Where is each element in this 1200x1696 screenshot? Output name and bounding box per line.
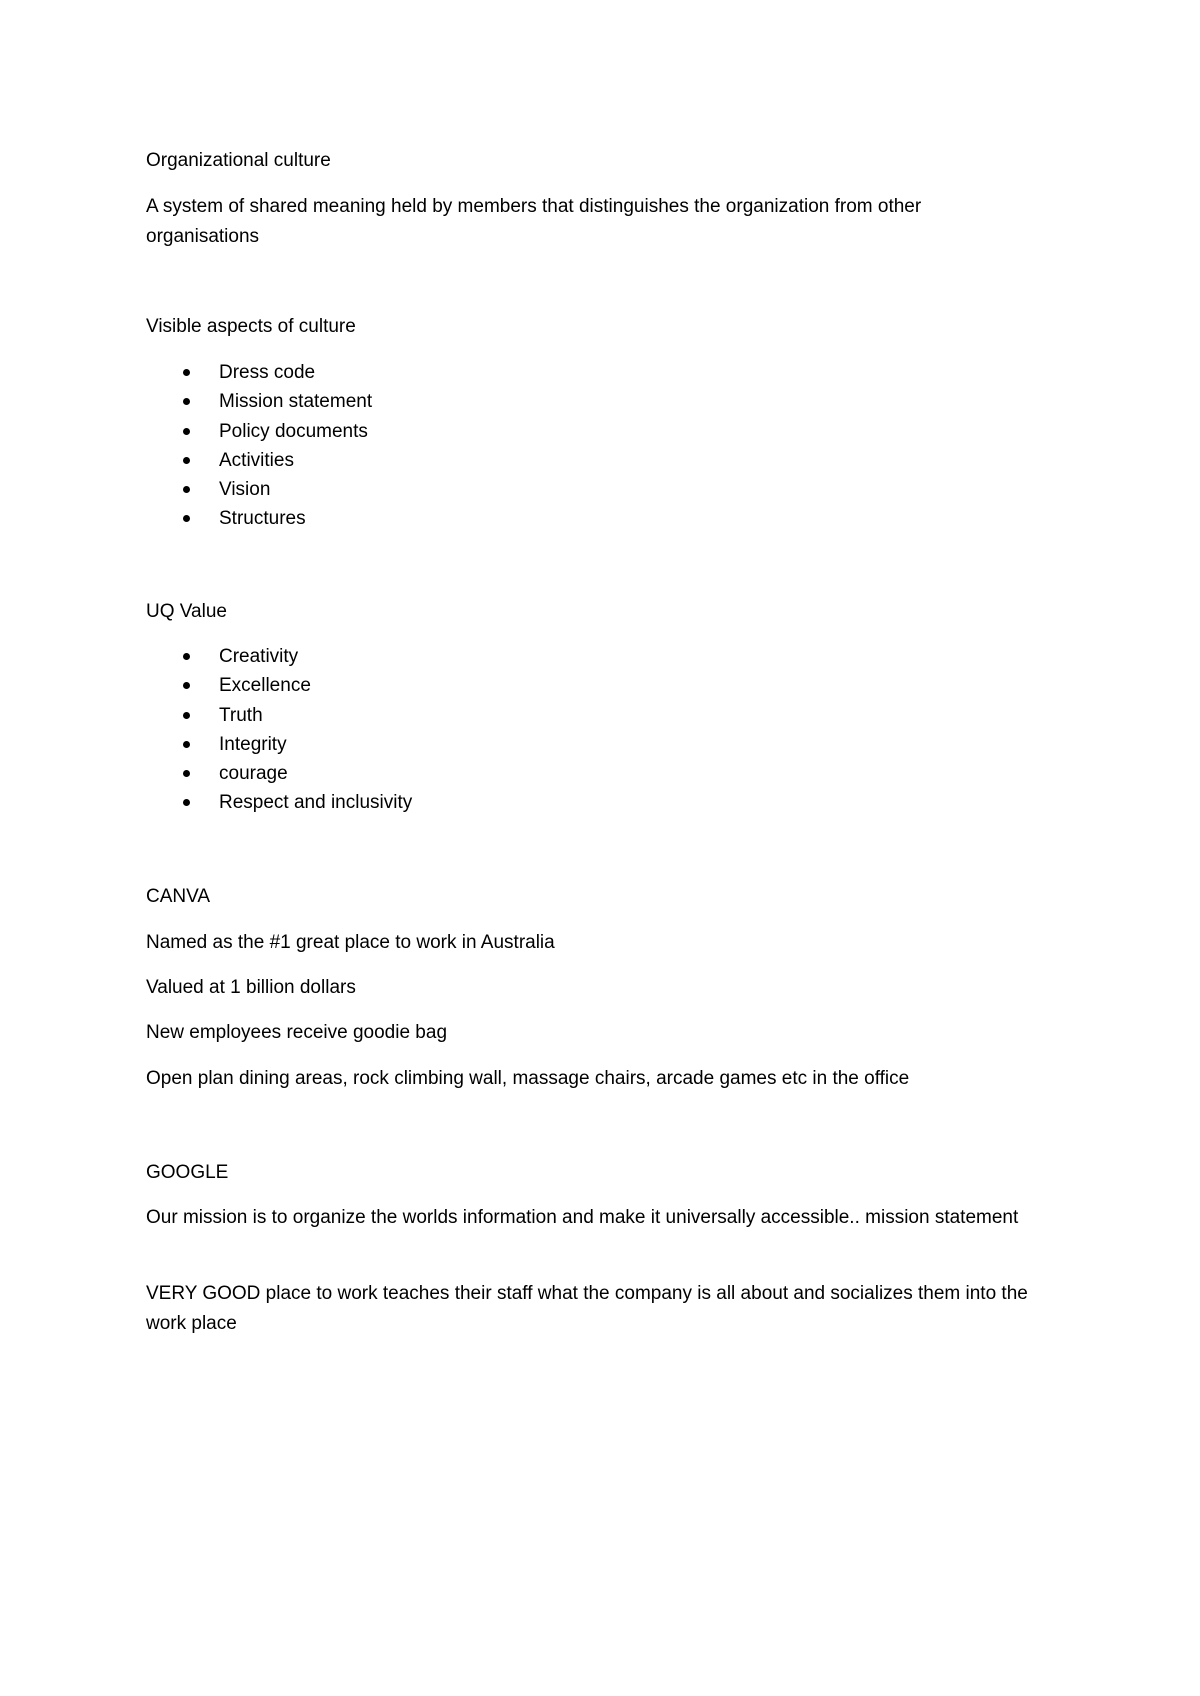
doc-title: Organizational culture [146, 150, 331, 171]
canva-heading-block [146, 882, 1066, 912]
google-heading-block [146, 1158, 1066, 1188]
bullet-icon [183, 799, 190, 806]
canva-line: New employees receive goodie bag [146, 1022, 448, 1043]
bullet-icon [183, 486, 190, 493]
bullet-icon [183, 653, 190, 660]
canva-heading: CANVA [146, 886, 211, 907]
visible-aspects-list [146, 358, 1046, 534]
definition-block [146, 192, 1026, 252]
bullet-icon [183, 712, 190, 719]
visible-aspects-heading-block [146, 312, 1066, 342]
bullet-icon [183, 770, 190, 777]
uq-value-list [146, 642, 1046, 818]
list-item: Integrity [146, 730, 1046, 759]
canva-line: Named as the #1 great place to work in Australia [146, 932, 555, 953]
list-item: Respect and inclusivity [146, 788, 1046, 817]
google-line-block [146, 1279, 1066, 1339]
canva-line-block [146, 1064, 1066, 1094]
canva-line-block [146, 1018, 1066, 1048]
google-line: VERY GOOD place to work teaches their staff what the company is all about and socializes them into the work place [146, 1283, 1028, 1334]
bullet-icon [183, 398, 190, 405]
bullet-icon [183, 428, 190, 435]
bullet-icon [183, 369, 190, 376]
google-heading: GOOGLE [146, 1162, 229, 1183]
list-item: Excellence [146, 671, 1046, 700]
bullet-icon [183, 515, 190, 522]
visible-aspects-heading: Visible aspects of culture [146, 316, 356, 337]
canva-line-block [146, 973, 1066, 1003]
list-item: Vision [146, 475, 1046, 504]
list-item: Structures [146, 504, 1046, 533]
list-item: Creativity [146, 642, 1046, 671]
canva-line: Open plan dining areas, rock climbing wall, massage chairs, arcade games etc in the office [146, 1068, 910, 1089]
list-item: Dress code [146, 358, 1046, 387]
list-item: Truth [146, 701, 1046, 730]
uq-value-heading-block [146, 597, 1066, 627]
canva-line: Valued at 1 billion dollars [146, 977, 356, 998]
list-item: Policy documents [146, 417, 1046, 446]
list-item: Mission statement [146, 387, 1046, 416]
bullet-icon [183, 741, 190, 748]
google-line: Our mission is to organize the worlds information and make it universally accessible.. mission statement [146, 1207, 1019, 1228]
definition-text: A system of shared meaning held by members that distinguishes the organization from other organisations [146, 196, 922, 247]
list-item: courage [146, 759, 1046, 788]
list-item: Activities [146, 446, 1046, 475]
doc-title-block [146, 146, 1066, 176]
bullet-icon [183, 682, 190, 689]
bullet-icon [183, 457, 190, 464]
google-line-block [146, 1203, 1026, 1233]
canva-line-block [146, 928, 1066, 958]
uq-value-heading: UQ Value [146, 601, 227, 622]
